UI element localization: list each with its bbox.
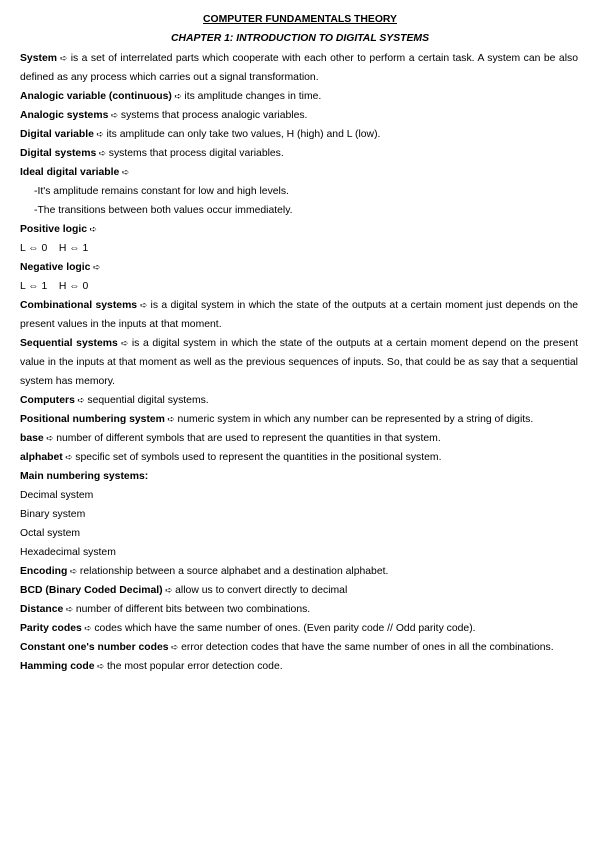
definition-combinational-systems: [20, 296, 578, 334]
term: alphabet: [20, 452, 63, 463]
term: base: [20, 433, 44, 444]
definition-analogic-systems: [20, 106, 578, 125]
arrow-icon: ➪: [137, 300, 151, 310]
definition-distance: [20, 600, 578, 619]
definition-ideal-digital-variable: [20, 163, 578, 182]
document-title: COMPUTER FUNDAMENTALS THEORY: [203, 14, 397, 25]
definition-text: its amplitude changes in time.: [184, 91, 322, 102]
definition-text: is a digital system in which the state of the outputs at a certain moment just depends on the present values in the inputs at that moment.: [20, 300, 579, 330]
definition-text: error detection codes that have the same number of ones in all the combinations.: [181, 642, 554, 653]
term: Analogic variable (continuous): [20, 91, 172, 102]
numbering-system-item: Binary system: [20, 509, 86, 520]
arrow-icon: ➪: [81, 623, 95, 633]
arrow-icon: ➪: [96, 148, 109, 158]
arrow-icon: ➪: [43, 433, 57, 443]
definition-digital-variable: [20, 125, 578, 144]
term: Digital variable: [20, 129, 94, 140]
arrow-icon: ➪: [63, 604, 76, 614]
document-body: [20, 49, 578, 676]
definition-text: is a set of interrelated parts which cooperate with each other to perform a certain task. A system can be also defined as any process which carries out a signal transformation.: [20, 53, 578, 83]
arrow-icon: ➪: [74, 395, 88, 405]
definition-positional-numbering-system: [20, 410, 578, 429]
bullet-line: -The transitions between both values occur immediately.: [34, 205, 293, 216]
term: Digital systems: [20, 148, 97, 159]
numbering-system-item: Hexadecimal system: [20, 547, 116, 558]
definition-system: [20, 49, 578, 87]
arrow-icon: ➪: [108, 110, 121, 120]
logic-mapping: L ⇔ 1 H ⇔ 0: [20, 281, 89, 292]
definition-text: the most popular error detection code.: [107, 661, 283, 672]
definition-text: is a digital system in which the state of the outputs at a certain moment depend on the present value in the inputs at that moment as well as the previous sequences of inputs. So, that could be as say that a sequential system has memory.: [20, 338, 578, 387]
definition-text: systems that process digital variables.: [108, 148, 284, 159]
definition-text: systems that process analogic variables.: [120, 110, 308, 121]
definition-base: [20, 429, 578, 448]
bullet-line: -It's amplitude remains constant for low and high levels.: [34, 186, 289, 197]
definition-text: specific set of symbols used to represent the quantities in the positional system.: [75, 452, 442, 463]
arrow-icon: ➪: [168, 642, 182, 652]
definition-text: numeric system in which any number can be represented by a string of digits.: [177, 414, 534, 425]
definition-text: number of different symbols that are used to represent the quantities in that system.: [56, 433, 441, 444]
term: Negative logic: [20, 262, 91, 273]
term: Distance: [20, 604, 64, 615]
arrow-icon: ➪: [56, 53, 71, 63]
term: Positional numbering system: [20, 414, 165, 425]
term: Constant one's number codes: [20, 642, 169, 653]
numbering-system-item: Octal system: [20, 528, 81, 539]
term: Main numbering systems:: [20, 471, 149, 482]
arrow-icon: ➪: [162, 585, 176, 595]
arrow-icon: ➪: [67, 566, 80, 576]
definition-negative-logic: [20, 258, 578, 277]
main-numbering-systems-heading: [20, 467, 578, 486]
arrow-icon: ➪: [119, 167, 130, 177]
term: Analogic systems: [20, 110, 109, 121]
logic-mapping: L ⇔ 0 H ⇔ 1: [20, 243, 89, 254]
term: Computers: [20, 395, 75, 406]
definition-positive-logic: [20, 220, 578, 239]
definition-text: codes which have the same number of ones. (Even parity code // Odd parity code).: [94, 623, 476, 634]
arrow-icon: ➪: [94, 661, 108, 671]
definition-encoding: [20, 562, 578, 581]
term: Parity codes: [20, 623, 82, 634]
definition-computers: [20, 391, 578, 410]
arrow-icon: ➪: [164, 414, 178, 424]
definition-text: sequential digital systems.: [87, 395, 209, 406]
definition-text: number of different bits between two combinations.: [75, 604, 311, 615]
definition-parity-codes: [20, 619, 578, 638]
definition-bcd: [20, 581, 578, 600]
chapter-title: CHAPTER 1: INTRODUCTION TO DIGITAL SYSTEMS: [170, 33, 430, 44]
definition-text: relationship between a source alphabet and a destination alphabet.: [79, 566, 389, 577]
arrow-icon: ➪: [62, 452, 76, 462]
term: Hamming code: [20, 661, 95, 672]
definition-alphabet: [20, 448, 578, 467]
term: BCD (Binary Coded Decimal): [20, 585, 163, 596]
arrow-icon: ➪: [86, 224, 98, 234]
numbering-system-item: Decimal system: [20, 490, 94, 501]
arrow-icon: ➪: [171, 91, 185, 101]
definition-text: its amplitude can only take two values, H (high) and L (low).: [106, 129, 381, 140]
definition-analogic-variable: [20, 87, 578, 106]
term: Encoding: [20, 566, 68, 577]
arrow-icon: ➪: [93, 129, 107, 139]
term: System: [20, 53, 57, 64]
term: Sequential systems: [20, 338, 118, 349]
term: Ideal digital variable: [20, 167, 120, 178]
definition-constant-ones-codes: [20, 638, 578, 657]
term: Positive logic: [20, 224, 87, 235]
definition-hamming-code: [20, 657, 578, 676]
definition-text: allow us to convert directly to decimal: [175, 585, 348, 596]
term: Combinational systems: [20, 300, 138, 311]
arrow-icon: ➪: [117, 338, 132, 348]
definition-digital-systems: [20, 144, 578, 163]
definition-sequential-systems: [20, 334, 578, 391]
arrow-icon: ➪: [90, 262, 101, 272]
